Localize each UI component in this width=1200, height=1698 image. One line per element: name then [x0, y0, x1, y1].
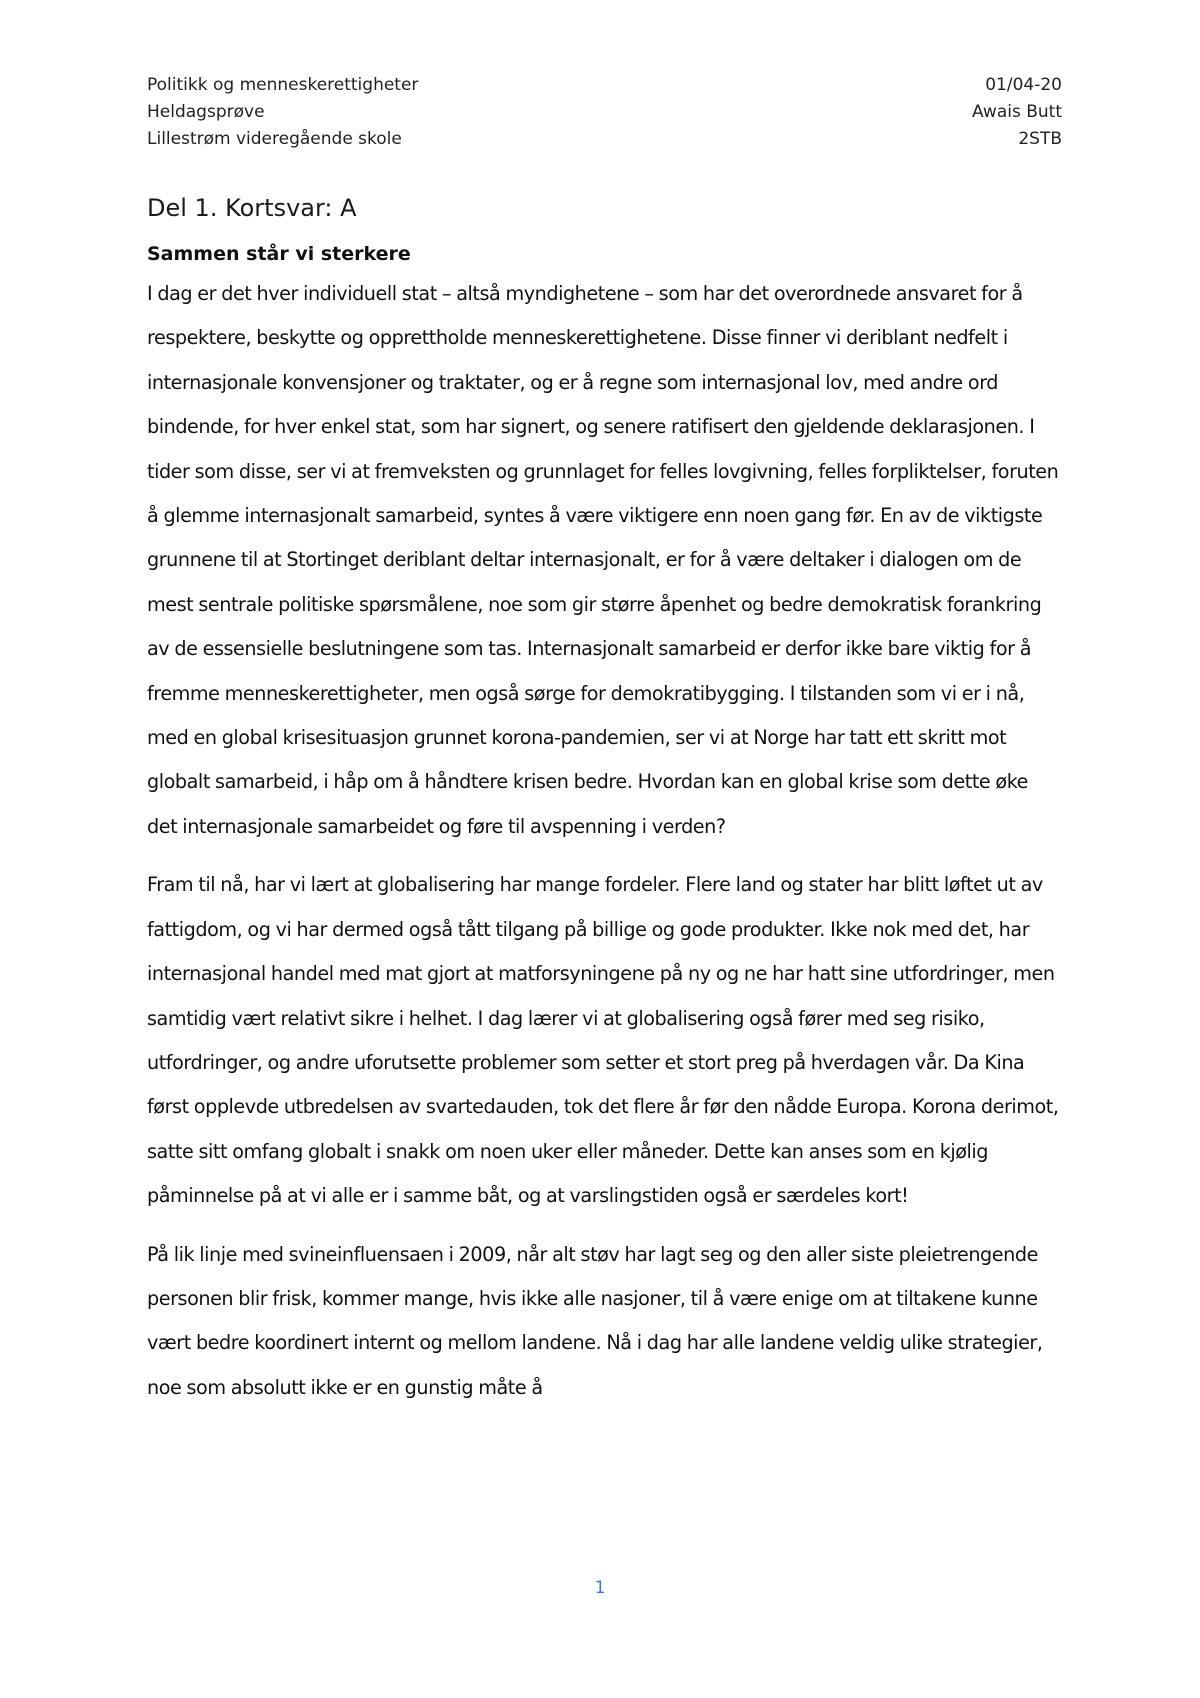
page-number: 1 — [594, 1578, 606, 1598]
header-row — [147, 99, 1062, 126]
essay-title: Sammen står vi sterkere — [147, 243, 411, 265]
school-name: Lillestrøm videregående skole — [147, 129, 402, 149]
paragraph-3: På lik linje med svineinfluensaen i 2009, når alt støv har lagt seg og den aller siste pleietrengende personen blir frisk, kommer mange, hvis ikke alle nasjoner, til å være enige om at tiltakene kunne vært bedre koordinert internt og mellom landene. Nå i dag har alle landene veldig ulike strategier, noe som absolutt ikke er en gunstig måte å — [147, 1242, 1043, 1399]
date: 01/04-20 — [985, 75, 1062, 95]
author-name: Awais Butt — [971, 102, 1062, 122]
paragraph-2: Fram til nå, har vi lært at globalisering har mange fordeler. Flere land og stater har blitt løftet ut av fattigdom, og vi har dermed også tått tilgang på billige og gode produkter. Ikke nok med det, har internasjonal handel med mat gjort at matforsyningene på ny og ne har hatt sine utfordringer, men samtidig vært relativt sikre i helhet. I dag lærer vi at globalisering også fører med seg risiko, utfordringer, og andre uforutsette problemer som setter et stort preg på hverdagen vår. Da Kina først opplevde utbredelsen av svartedauden, tok det flere år før den nådde Europa. Korona derimot, satte sitt omfang globalt i snakk om noen uker eller måneder. Dette kan anses som en kjølig påminnelse på at vi alle er i samme båt, og at varslingstiden også er særdeles kort! — [147, 873, 1059, 1208]
course-name: Politikk og menneskerettigheter — [147, 75, 419, 95]
header-row — [147, 126, 1062, 153]
document-body — [147, 190, 1062, 1424]
exam-type: Heldagsprøve — [147, 102, 265, 122]
class-code: 2STB — [1018, 129, 1062, 149]
paragraph-1: I dag er det hver individuell stat – altså myndighetene – som har det overordnede ansvaret for å respektere, beskytte og opprettholde menneskerettighetene. Disse finner vi deriblant nedfelt i internasjonale konvensjoner og traktater, og er å regne som internasjonal lov, med andre ord bindende, for hver enkel stat, som har signert, og senere ratifisert den gjeldende deklarasjonen. I tider som disse, ser vi at fremveksten og grunnlaget for felles lovgivning, felles forpliktelser, foruten å glemme internasjonalt samarbeid, syntes å være viktigere enn noen gang før. En av de viktigste grunnene til at Stortinget deriblant deltar internasjonalt, er for å være deltaker i dialogen om de mest sentrale politiske spørsmålene, noe som gir større åpenhet og bedre demokratisk forankring av de essensielle beslutningene som tas. Internasjonalt samarbeid er derfor ikke bare viktig for å fremme menneskerettigheter, men også sørge for demokratibygging. I tilstanden som vi er i nå, med en global krisesituasjon grunnet korona-pandemien, ser vi at Norge har tatt ett skritt mot globalt samarbeid, i håp om å håndtere krisen bedre. Hvordan kan en global krise som dette øke det internasjonale samarbeidet og føre til avspenning i verden? — [147, 282, 1059, 838]
header-row — [147, 72, 1062, 99]
section-title: Del 1. Kortsvar: A — [147, 194, 357, 222]
page-header — [147, 72, 1062, 153]
